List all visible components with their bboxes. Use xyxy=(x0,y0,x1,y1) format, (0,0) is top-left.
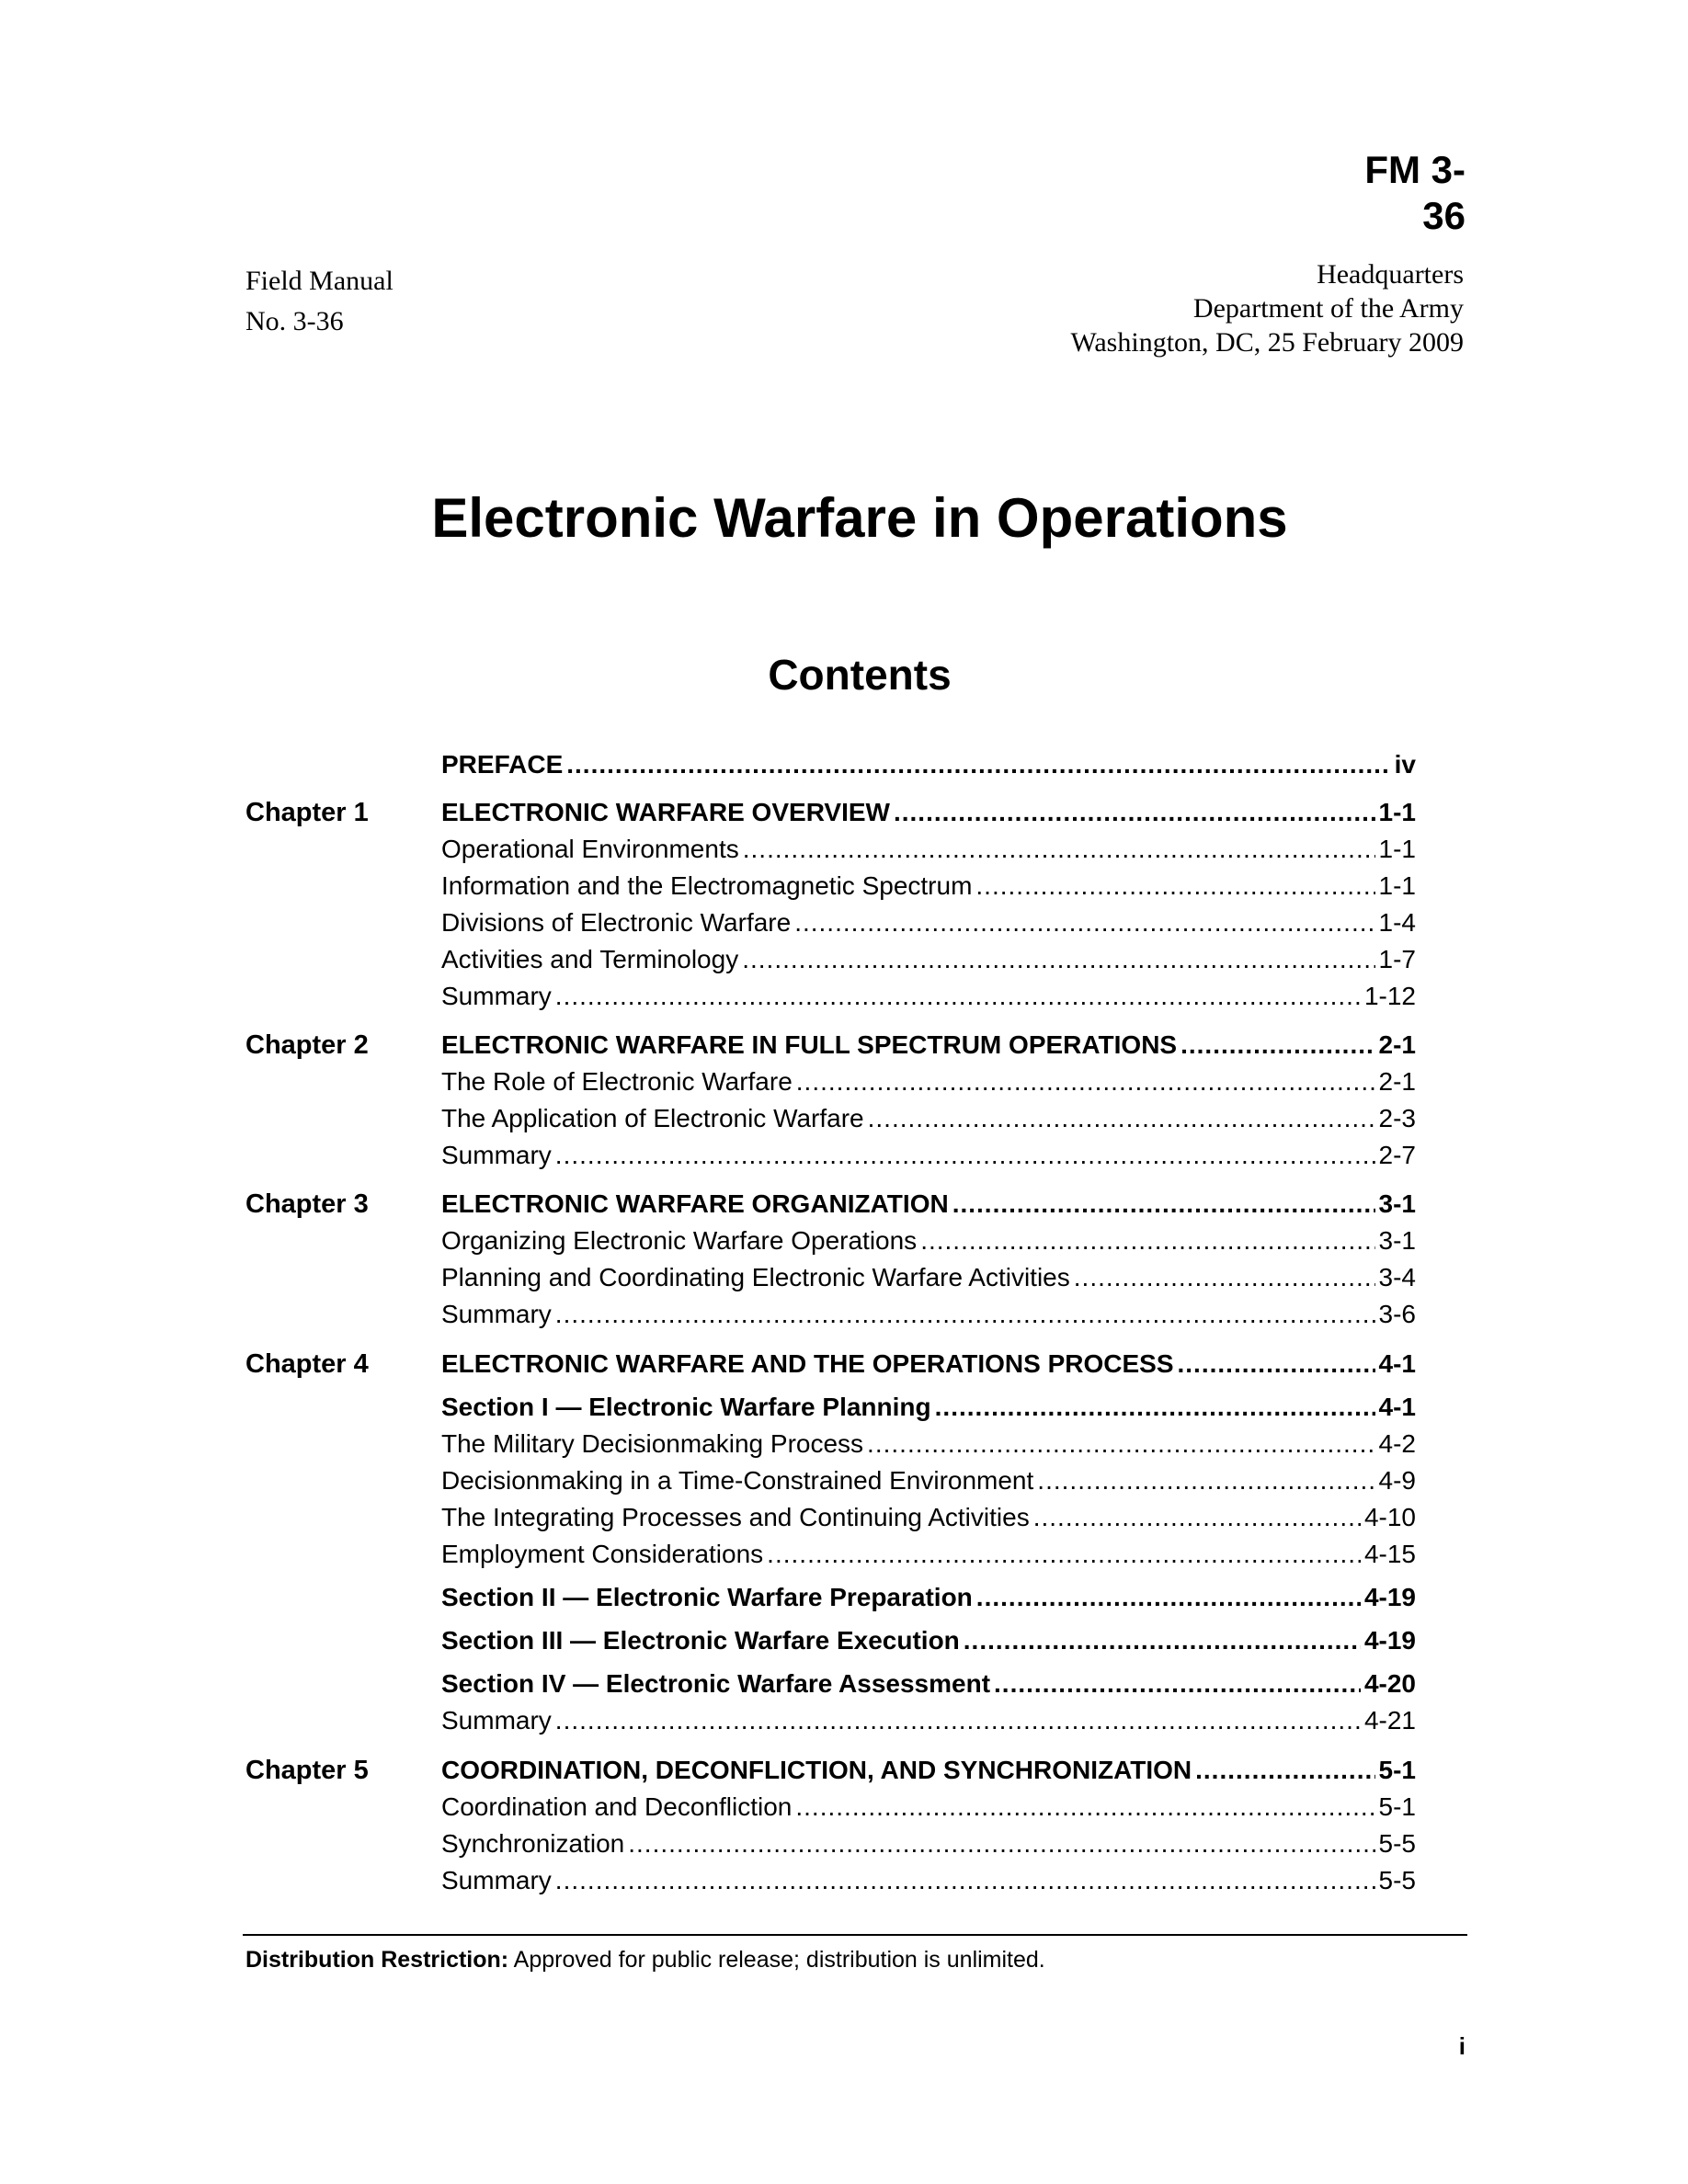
toc-entry-title: Section I — Electronic Warfare Planning xyxy=(441,1393,931,1421)
toc-entry-page: 4-20 xyxy=(1363,1669,1416,1698)
toc-dot-leader xyxy=(867,1426,1374,1462)
distribution-text: Approved for public release; distribution is unlimited. xyxy=(508,1947,1045,1973)
toc-dot-leader xyxy=(976,1579,1361,1616)
department-line: Department of the Army xyxy=(1192,293,1464,324)
distribution-restriction xyxy=(245,1943,1045,1976)
toc-entry[interactable] xyxy=(441,1346,1416,1382)
toc-entry[interactable] xyxy=(441,904,1416,941)
toc-dot-leader xyxy=(555,1137,1375,1174)
toc-dot-leader xyxy=(795,1789,1374,1826)
toc-entry-title: The Role of Electronic Warfare xyxy=(441,1067,793,1096)
toc-entry[interactable] xyxy=(441,1622,1416,1659)
contents-heading: Contents xyxy=(768,651,952,699)
toc-dot-leader xyxy=(975,868,1374,904)
toc-entry-title: ELECTRONIC WARFARE ORGANIZATION xyxy=(441,1189,949,1218)
toc-entry[interactable] xyxy=(441,1789,1416,1826)
toc-dot-leader xyxy=(796,1064,1375,1100)
toc-entry[interactable] xyxy=(441,1499,1416,1536)
toc-entry-page: 2-1 xyxy=(1378,1067,1416,1096)
toc-entry-title: The Application of Electronic Warfare xyxy=(441,1104,864,1132)
page-folio: i xyxy=(1458,2032,1466,2060)
toc-entry-title: Section II — Electronic Warfare Preparation xyxy=(441,1583,973,1611)
field-manual-line: Field Manual xyxy=(245,266,393,296)
toc-entry-page: 1-4 xyxy=(1378,908,1416,937)
toc-entry-title: Section III — Electronic Warfare Execution xyxy=(441,1626,960,1655)
toc-entry-title: Divisions of Electronic Warfare xyxy=(441,908,792,937)
toc-entry-title: Section IV — Electronic Warfare Assessment xyxy=(441,1669,991,1698)
toc-entry[interactable] xyxy=(441,1862,1416,1899)
toc-entry-title: Summary xyxy=(441,1866,552,1894)
toc-entry-page: 5-1 xyxy=(1378,1792,1416,1821)
toc-dot-leader xyxy=(994,1666,1361,1702)
toc-entry-page: 4-9 xyxy=(1378,1466,1416,1495)
toc-entry-title: ELECTRONIC WARFARE AND THE OPERATIONS PROCESS xyxy=(441,1349,1174,1378)
toc-entry-page: 1-12 xyxy=(1363,982,1416,1010)
toc-entry[interactable] xyxy=(441,1137,1416,1174)
toc-entry-title: Summary xyxy=(441,1300,552,1328)
toc-entry-page: 4-21 xyxy=(1363,1706,1416,1735)
toc-entry-title: Synchronization xyxy=(441,1829,625,1858)
toc-entry[interactable] xyxy=(441,1702,1416,1739)
toc-entry-title: Organizing Electronic Warfare Operations xyxy=(441,1226,918,1255)
chapter-label: Chapter 1 xyxy=(245,798,369,827)
toc-entry-page: 4-1 xyxy=(1378,1349,1416,1378)
toc-entry-title: ELECTRONIC WARFARE IN FULL SPECTRUM OPERATIONS xyxy=(441,1030,1178,1059)
toc-entry-title: Planning and Coordinating Electronic Warfare Activities xyxy=(441,1263,1070,1291)
toc-entry[interactable] xyxy=(441,1426,1416,1462)
document-number: FM 3-36 xyxy=(1364,148,1466,237)
toc-entry-page: 4-2 xyxy=(1378,1429,1416,1458)
toc-entry[interactable] xyxy=(441,1389,1416,1426)
toc-entry[interactable] xyxy=(441,1027,1416,1064)
toc-entry[interactable] xyxy=(441,1223,1416,1259)
toc-entry-page: iv xyxy=(1394,750,1416,779)
toc-entry-page: 2-3 xyxy=(1378,1104,1416,1132)
toc-entry-title: The Integrating Processes and Continuing Activities xyxy=(441,1503,1030,1531)
toc-entry[interactable] xyxy=(441,941,1416,978)
toc-dot-leader xyxy=(964,1622,1361,1659)
toc-dot-leader xyxy=(555,978,1361,1015)
toc-dot-leader xyxy=(794,904,1374,941)
toc-entry-title: Information and the Electromagnetic Spectrum xyxy=(441,871,973,900)
toc-entry-page: 5-1 xyxy=(1378,1756,1416,1784)
toc-entry[interactable] xyxy=(441,1296,1416,1333)
toc-entry-page: 2-7 xyxy=(1378,1141,1416,1169)
headquarters-line: Headquarters xyxy=(1317,259,1464,290)
toc-dot-leader xyxy=(742,941,1374,978)
toc-dot-leader xyxy=(555,1702,1361,1739)
toc-dot-leader xyxy=(628,1826,1374,1862)
toc-entry[interactable] xyxy=(441,978,1416,1015)
toc-entry-page: 4-19 xyxy=(1363,1583,1416,1611)
toc-entry[interactable] xyxy=(441,1752,1416,1789)
toc-entry-page: 3-1 xyxy=(1378,1226,1416,1255)
chapter-label: Chapter 2 xyxy=(245,1030,369,1060)
toc-entry[interactable] xyxy=(441,1826,1416,1862)
toc-entry-page: 5-5 xyxy=(1378,1866,1416,1894)
toc-entry-page: 2-1 xyxy=(1378,1030,1416,1059)
toc-dot-leader xyxy=(1178,1346,1375,1382)
toc-entry-title: Employment Considerations xyxy=(441,1540,764,1568)
distribution-label: Distribution Restriction: xyxy=(245,1947,509,1973)
chapter-label: Chapter 3 xyxy=(245,1189,369,1219)
toc-dot-leader xyxy=(743,831,1375,868)
toc-dot-leader xyxy=(894,794,1375,831)
toc-dot-leader xyxy=(1074,1259,1375,1296)
toc-entry[interactable] xyxy=(441,1462,1416,1499)
toc-entry[interactable] xyxy=(441,831,1416,868)
toc-entry[interactable] xyxy=(441,1259,1416,1296)
toc-entry[interactable] xyxy=(441,1666,1416,1702)
toc-entry[interactable] xyxy=(441,746,1416,783)
toc-entry-page: 1-1 xyxy=(1378,798,1416,826)
field-manual-number-line: No. 3-36 xyxy=(245,306,344,336)
document-title: Electronic Warfare in Operations xyxy=(431,487,1288,549)
toc-entry-page: 5-5 xyxy=(1378,1829,1416,1858)
toc-entry-page: 3-4 xyxy=(1378,1263,1416,1291)
toc-dot-leader xyxy=(555,1862,1375,1899)
toc-dot-leader xyxy=(1033,1499,1361,1536)
toc-entry-page: 4-1 xyxy=(1378,1393,1416,1421)
toc-entry-title: The Military Decisionmaking Process xyxy=(441,1429,864,1458)
toc-dot-leader xyxy=(1037,1462,1374,1499)
toc-entry-title: Summary xyxy=(441,982,552,1010)
toc-entry-title: PREFACE xyxy=(441,750,564,779)
toc-entry[interactable] xyxy=(441,1186,1416,1223)
toc-entry[interactable] xyxy=(441,1579,1416,1616)
toc-entry-page: 3-1 xyxy=(1378,1189,1416,1218)
toc-entry-title: ELECTRONIC WARFARE OVERVIEW xyxy=(441,798,890,826)
toc-entry[interactable] xyxy=(441,1100,1416,1137)
toc-entry-page: 4-15 xyxy=(1363,1540,1416,1568)
toc-dot-leader xyxy=(920,1223,1374,1259)
toc-entry-page: 4-19 xyxy=(1363,1626,1416,1655)
location-date-line: Washington, DC, 25 February 2009 xyxy=(1070,327,1464,358)
toc-entry-title: Activities and Terminology xyxy=(441,945,739,973)
toc-entry[interactable] xyxy=(441,794,1416,831)
toc-dot-leader xyxy=(767,1536,1361,1573)
toc-entry-title: Coordination and Deconfliction xyxy=(441,1792,793,1821)
headquarters-block xyxy=(919,257,1464,359)
toc-entry-page: 1-1 xyxy=(1378,871,1416,900)
field-manual-id xyxy=(245,261,393,342)
footer-rule xyxy=(243,1934,1467,1936)
toc-dot-leader xyxy=(1180,1027,1374,1064)
chapter-label: Chapter 4 xyxy=(245,1349,369,1379)
toc-entry[interactable] xyxy=(441,868,1416,904)
toc-entry-page: 4-10 xyxy=(1363,1503,1416,1531)
toc-dot-leader xyxy=(555,1296,1375,1333)
toc-entry-title: Summary xyxy=(441,1706,552,1735)
toc-entry-page: 1-7 xyxy=(1378,945,1416,973)
toc-entry-page: 3-6 xyxy=(1378,1300,1416,1328)
toc-dot-leader xyxy=(935,1389,1375,1426)
toc-dot-leader xyxy=(868,1100,1375,1137)
toc-entry-title: COORDINATION, DECONFLICTION, AND SYNCHRONIZATION xyxy=(441,1756,1192,1784)
toc-entry-page: 1-1 xyxy=(1378,835,1416,863)
toc-dot-leader xyxy=(952,1186,1375,1223)
toc-entry[interactable] xyxy=(441,1064,1416,1100)
toc-dot-leader xyxy=(1195,1752,1374,1789)
toc-entry-title: Operational Environments xyxy=(441,835,739,863)
toc-entry-title: Summary xyxy=(441,1141,552,1169)
chapter-label: Chapter 5 xyxy=(245,1756,369,1785)
toc-entry-title: Decisionmaking in a Time-Constrained Environment xyxy=(441,1466,1034,1495)
toc-dot-leader xyxy=(566,746,1390,783)
toc-entry[interactable] xyxy=(441,1536,1416,1573)
